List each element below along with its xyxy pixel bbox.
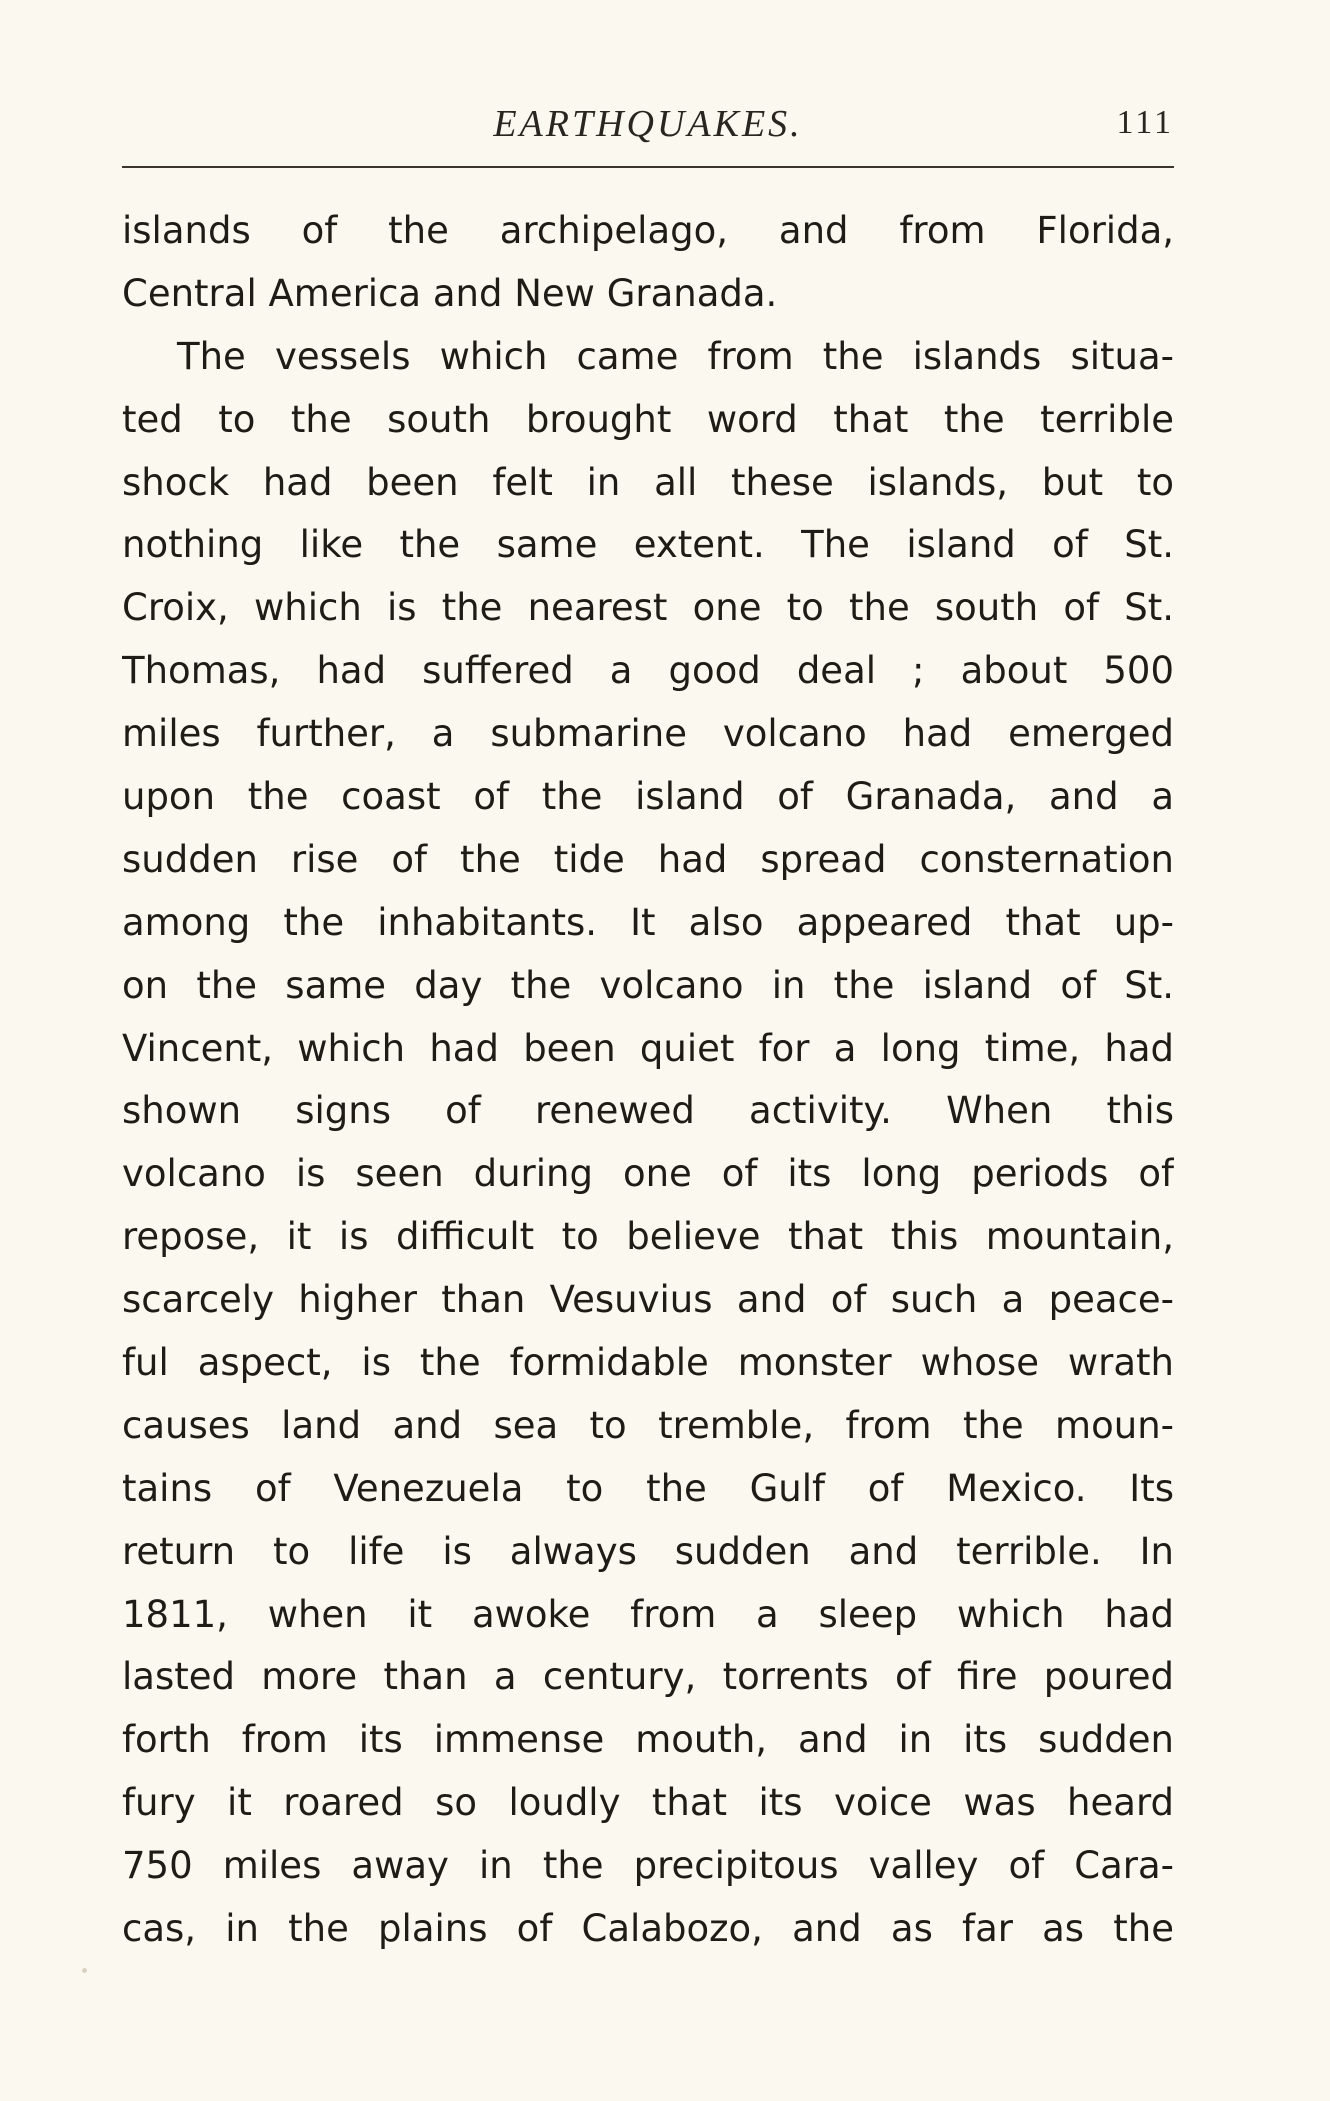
text-line: Thomas, had suffered a good deal ; about 500 bbox=[122, 649, 1174, 693]
text-line: ted to the south brought word that the terrible bbox=[122, 397, 1174, 441]
text-line: forth from its immense mouth, and in its sudden bbox=[122, 1718, 1174, 1762]
text-line: 1811, when it awoke from a sleep which had bbox=[122, 1592, 1174, 1636]
header-rule bbox=[122, 166, 1174, 168]
running-head bbox=[122, 102, 1174, 152]
body-text bbox=[122, 200, 1174, 1961]
text-line: Croix, which is the nearest one to the south of St. bbox=[122, 586, 1174, 630]
text-line: upon the coast of the island of Granada, and a bbox=[122, 775, 1174, 819]
text-line: ful aspect, is the formidable monster whose wrath bbox=[122, 1341, 1174, 1385]
text-line: return to life is always sudden and terrible. In bbox=[122, 1529, 1174, 1573]
text-line: sudden rise of the tide had spread consternation bbox=[122, 837, 1174, 881]
text-line: scarcely higher than Vesuvius and of such a peace- bbox=[122, 1278, 1174, 1322]
text-line: shown signs of renewed activity. When this bbox=[122, 1089, 1174, 1133]
text-line: cas, in the plains of Calabozo, and as far as the bbox=[122, 1907, 1174, 1951]
text-line: volcano is seen during one of its long periods of bbox=[122, 1152, 1174, 1196]
page-number: 111 bbox=[1116, 104, 1174, 141]
running-title: EARTHQUAKES. bbox=[493, 103, 803, 145]
text-line: tains of Venezuela to the Gulf of Mexico. Its bbox=[122, 1466, 1174, 1510]
text-line: on the same day the volcano in the island of St. bbox=[122, 963, 1174, 1007]
paragraph-start-line: The vessels which came from the islands situa- bbox=[177, 334, 1174, 378]
paper-speck bbox=[82, 1968, 87, 1973]
text-line: nothing like the same extent. The island of St. bbox=[122, 523, 1174, 567]
text-line: causes land and sea to tremble, from the moun- bbox=[122, 1403, 1174, 1447]
text-line: among the inhabitants. It also appeared that up- bbox=[122, 900, 1174, 944]
text-line: 750 miles away in the precipitous valley of Cara- bbox=[122, 1844, 1174, 1888]
text-line: miles further, a submarine volcano had emerged bbox=[122, 712, 1174, 756]
text-line: Central America and New Granada. bbox=[122, 271, 778, 315]
text-line: lasted more than a century, torrents of fire poured bbox=[122, 1655, 1174, 1699]
text-line: shock had been felt in all these islands, but to bbox=[122, 460, 1174, 504]
text-line: repose, it is difficult to believe that this mountain, bbox=[122, 1215, 1174, 1259]
text-line: Vincent, which had been quiet for a long time, had bbox=[122, 1026, 1174, 1070]
text-line: fury it roared so loudly that its voice was heard bbox=[122, 1781, 1174, 1825]
text-line: islands of the archipelago, and from Florida, bbox=[122, 209, 1174, 252]
